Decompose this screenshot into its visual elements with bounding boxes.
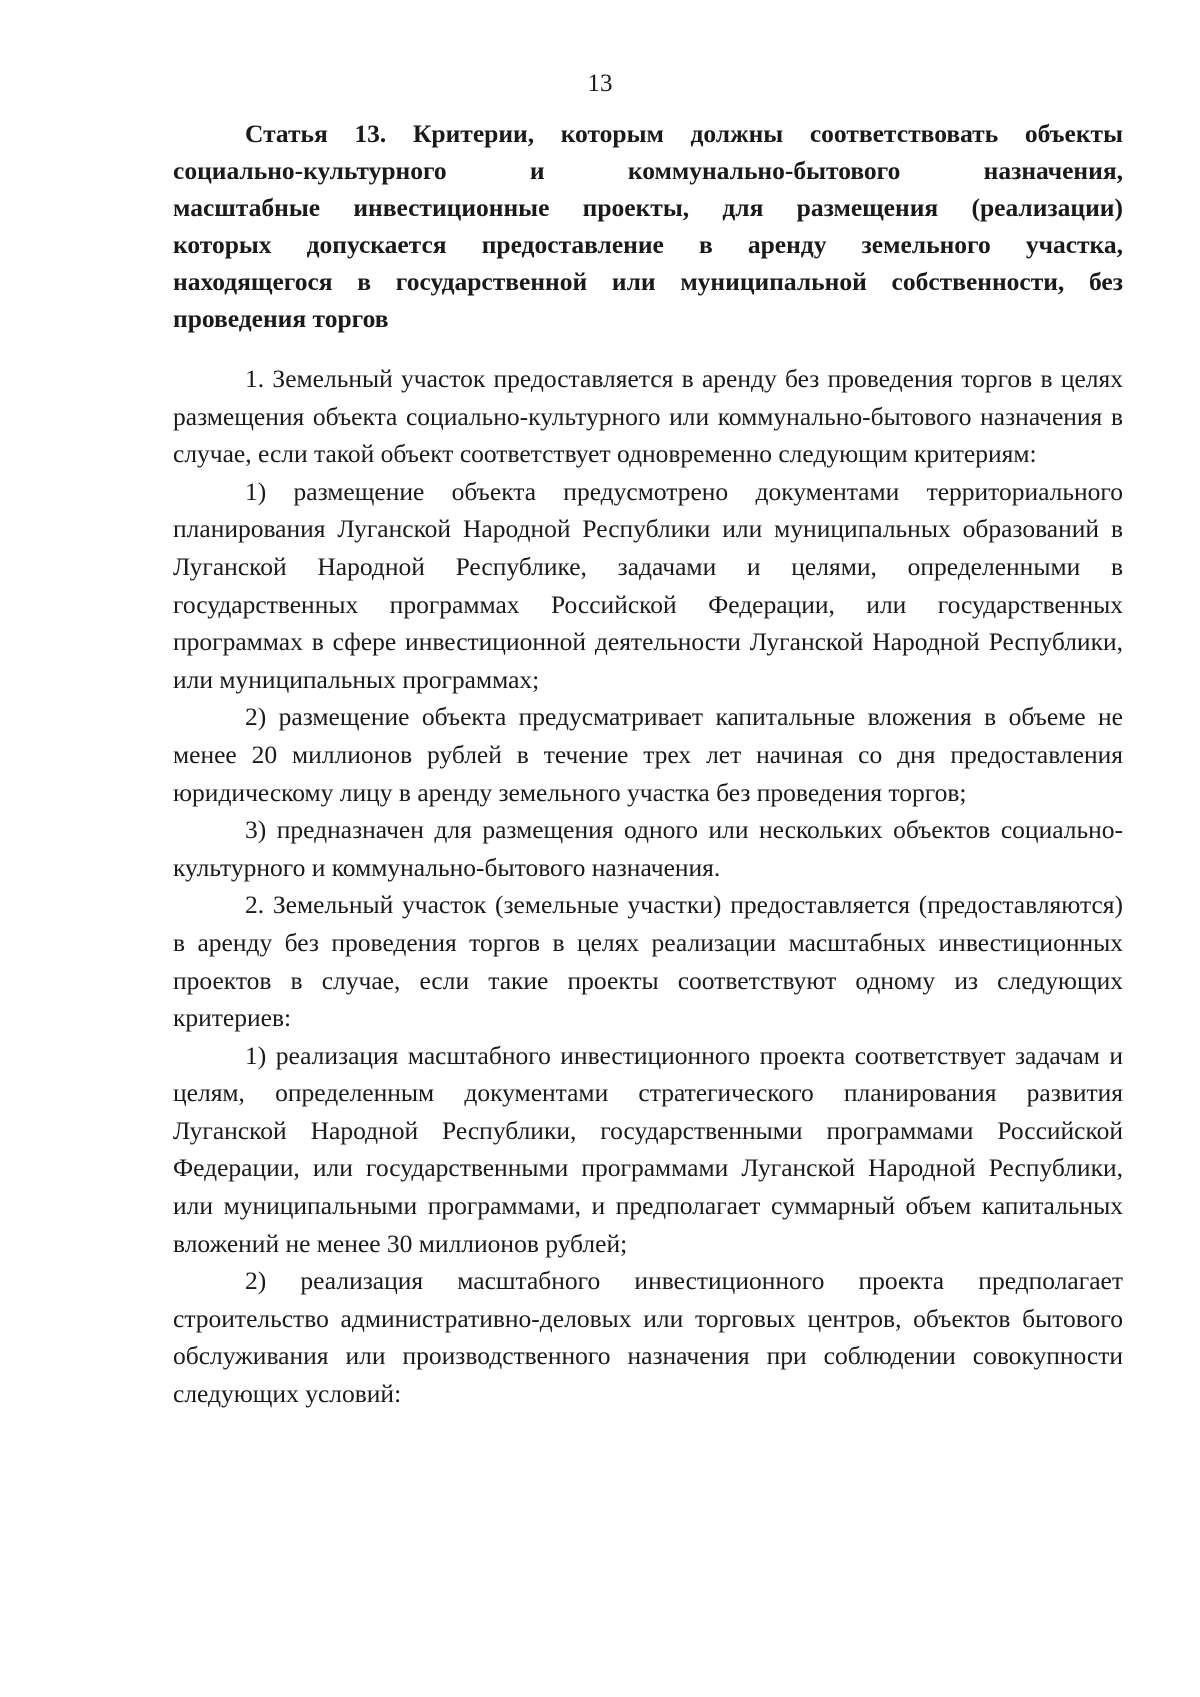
paragraph-item-1-2: 2) размещение объекта предусматривает капитальные вложения в объеме не менее 20 миллионов рублей в течение трех лет начиная со дня предоставления юридическому лицу в аренду земельного участка без проведения торгов;	[173, 702, 1123, 807]
paragraph-item-2-1: 1) реализация масштабного инвестиционного проекта соответствует задачам и целям, определенным документами стратегического планирования развития Луганской Народной Республики, государственными программами Российской Федерации, или государственными программами Луганской Народной Республики, или муниципальными программами, и предполагает суммарный объем капитальных вложений не менее 30 миллионов рублей;	[173, 1040, 1123, 1258]
article-title-line: проведения торгов	[173, 304, 389, 333]
article-title	[173, 115, 1123, 337]
paragraph-part-2: 2. Земельный участок (земельные участки) предоставляется (предоставляются) в аренду без проведения торгов в целях реализации масштабных инвестиционных проектов в случае, если такие проекты соответствуют одному из следующих критериев:	[173, 890, 1123, 1033]
paragraph-item-1-3: 3) предназначен для размещения одного или нескольких объектов социально-культурного и коммунально-бытового назначения.	[173, 815, 1123, 882]
paragraph-item-1-1: 1) размещение объекта предусмотрено документами территориального планирования Луганской Народной Республики или муниципальных образований в Луганской Народной Республике, задачами и целями, определенными в государственных программах Российской Федерации, или государственных программах в сфере инвестиционной деятельности Луганской Народной Республики, или муниципальных программах;	[173, 476, 1123, 694]
article-title-line: которых допускается предоставление в аренду земельного участка,	[173, 230, 1123, 259]
paragraph-part-1: 1. Земельный участок предоставляется в аренду без проведения торгов в целях размещения объекта социально-культурного или коммунально-бытового назначения в случае, если такой объект соответствует одновременно следующим критериям:	[173, 364, 1123, 469]
paragraph-item-2-2: 2) реализация масштабного инвестиционного проекта предполагает строительство административно-деловых или торговых центров, объектов бытового обслуживания или производственного назначения при соблюдении совокупности следующих условий:	[173, 1266, 1123, 1409]
article-title-line: социально-культурного и коммунально-бытового назначения,	[173, 156, 1123, 185]
article-title-line: масштабные инвестиционные проекты, для размещения (реализации)	[173, 193, 1123, 222]
article-title-line: находящегося в государственной или муниципальной собственности, без	[173, 267, 1123, 296]
page-number: 13	[587, 70, 613, 97]
article-body	[173, 360, 1123, 1413]
article-title-line: Статья 13. Критерии, которым должны соответствовать объекты	[245, 119, 1123, 148]
document-content	[173, 115, 1123, 1413]
